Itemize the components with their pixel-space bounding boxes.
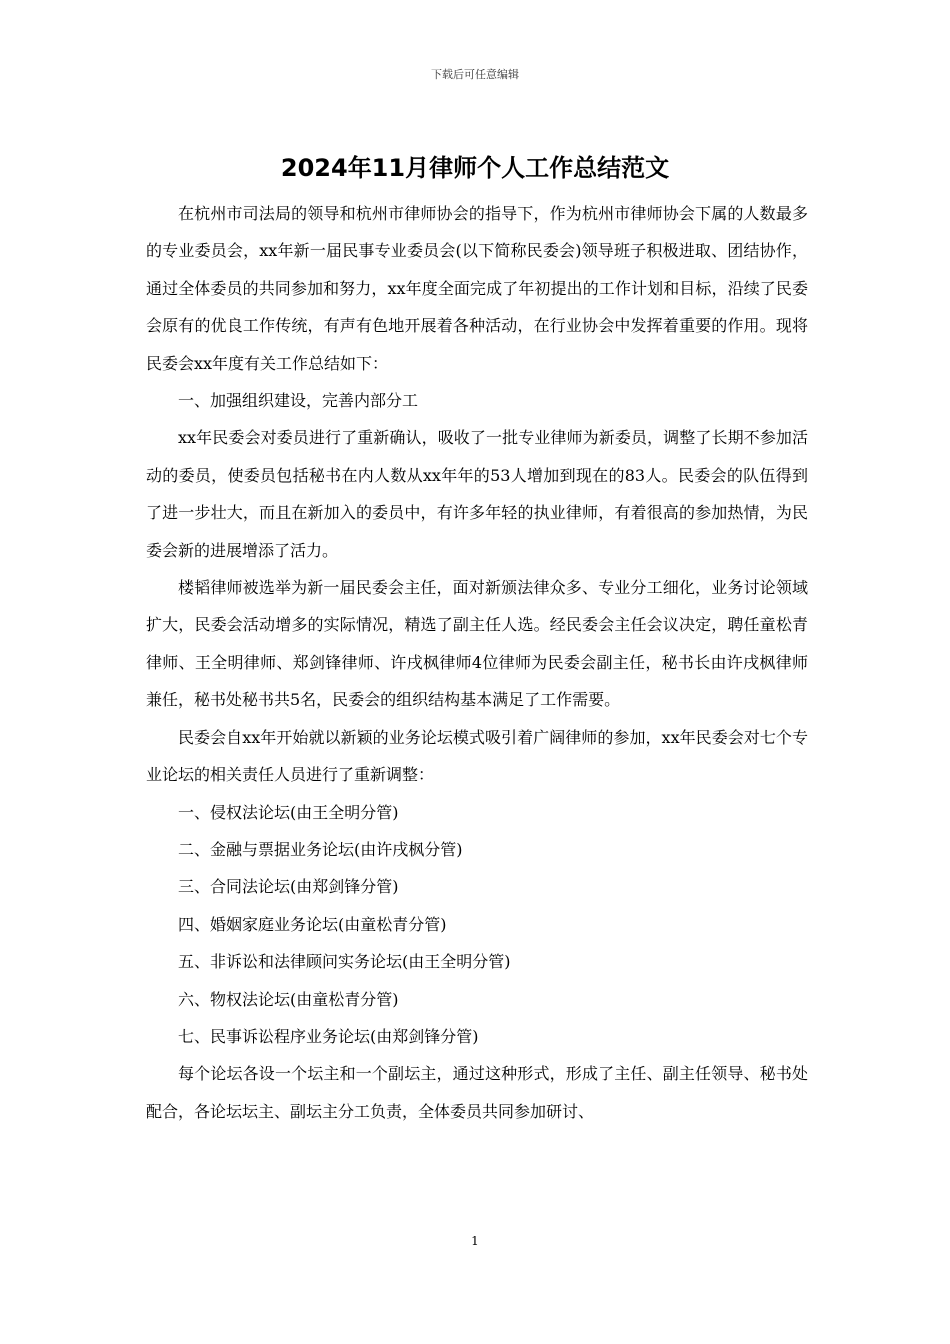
forum-item-tort-law: 一、侵权法论坛(由王全明分管) [178, 802, 399, 822]
paragraph-forum-structure: 每个论坛各设一个坛主和一个副坛主，通过这种形式，形成了主任、副主任领导、秘书处配合，各论坛坛主、副坛主分工负责，全体委员共同参加研讨、 [146, 1064, 808, 1121]
forum-item-finance-bills: 二、金融与票据业务论坛(由许戌枫分管) [178, 839, 463, 859]
document-title: 2024年11月律师个人工作总结范文 [280, 154, 670, 182]
page-number: 1 [471, 1234, 479, 1248]
forum-item-contract-law: 三、合同法论坛(由郑剑锋分管) [178, 877, 399, 897]
paragraph-intro: 在杭州市司法局的领导和杭州市律师协会的指导下，作为杭州市律师协会下属的人数最多的专业委员会，xx年新一届民事专业委员会(以下简称民委会)领导班子积极进取、团结协作，通过全体委员的共同参加和努力，xx年度全面完成了年初提出的工作计划和目标，沿续了民委会原有的优良工作传统，有声有色地开展着各种活动，在行业协会中发挥着重要的作用。现将民委会xx年度有关工作总结如下： [146, 204, 808, 373]
forum-item-property-law: 六、物权法论坛(由童松青分管) [178, 989, 399, 1009]
forum-item-civil-procedure: 七、民事诉讼程序业务论坛(由郑剑锋分管) [178, 1026, 479, 1046]
forum-item-family-law: 四、婚姻家庭业务论坛(由童松青分管) [178, 914, 447, 934]
download-note: 下载后可任意编辑 [431, 68, 519, 81]
document-body [146, 195, 808, 1130]
paragraph-forums: 民委会自xx年开始就以新颖的业务论坛模式吸引着广阔律师的参加，xx年民委会对七个专业论坛的相关责任人员进行了重新调整： [146, 727, 808, 785]
forum-item-non-litigation: 五、非诉讼和法律顾问实务论坛(由王全明分管) [178, 952, 511, 972]
paragraph-members: xx年民委会对委员进行了重新确认，吸收了一批专业律师为新委员，调整了长期不参加活动的委员，使委员包括秘书在内人数从xx年年的53人增加到现在的83人。民委会的队伍得到了进一步壮大，而且在新加入的委员中，有许多年轻的执业律师，有着很高的参加热情，为民委会新的进展增添了活力。 [146, 428, 808, 560]
section-heading-organization: 一、加强组织建设，完善内部分工 [178, 391, 419, 411]
paragraph-leadership: 楼韬律师被选举为新一届民委会主任，面对新颁法律众多、专业分工细化，业务讨论领域扩大，民委会活动增多的实际情况，精选了副主任人选。经民委会主任会议决定，聘任童松青律师、王全明律师、郑剑锋律师、许戌枫律师4位律师为民委会副主任，秘书长由许戌枫律师兼任，秘书处秘书共5名，民委会的组织结构基本满足了工作需要。 [146, 578, 808, 710]
